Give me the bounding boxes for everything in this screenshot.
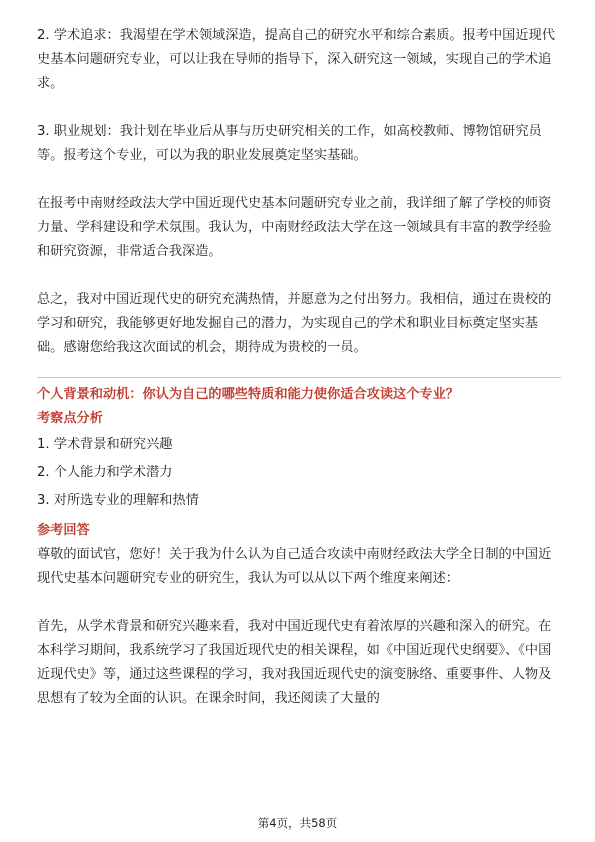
paragraph-academic-pursuit: 2. 学术追求：我渴望在学术领域深造，提高自己的研究水平和综合素质。报考中国近现代史基本问题研究专业，可以让我在导师的指导下，深入研究这一领域，实现自己的学术追求。 (37, 28, 555, 91)
paragraph-conclusion: 总之，我对中国近现代史的研究充满热情，并愿意为之付出努力。我相信，通过在贵校的学习和研究，我能够更好地发掘自己的潜力，为实现自己的学术和职业目标奠定坚实基础。感谢您给我这次面试的机会，期待成为贵校的一员。 (37, 292, 552, 355)
paragraph-career-plan: 3. 职业规划：我计划在毕业后从事与历史研究相关的工作，如高校教师、博物馆研究员等。报考这个专业，可以为我的职业发展奠定坚实基础。 (37, 124, 542, 163)
answer-paragraph-intro: 尊敬的面试官，您好！关于我为什么认为自己适合攻读中南财经政法大学全日制的中国近现代史基本问题研究专业的研究生，我认为可以从以下两个维度来阐述： (37, 547, 552, 586)
analysis-item: 2. 个人能力和学术潜力 (37, 465, 173, 480)
page-content (37, 24, 561, 711)
answer-heading: 参考回答 (37, 523, 90, 538)
analysis-item: 3. 对所选专业的理解和热情 (37, 493, 199, 508)
answer-paragraph-first: 首先，从学术背景和研究兴趣来看，我对中国近现代史有着浓厚的兴趣和深入的研究。在本科学习期间，我系统学习了我国近现代史的相关课程，如《中国近现代史纲要》、《中国近现代史》等，通过这些课程的学习，我对我国近现代史的演变脉络、重要事件、人物及思想有了较为全面的认识。在课余时间，我还阅读了大量的 (37, 619, 552, 706)
analysis-item: 1. 学术背景和研究兴趣 (37, 437, 173, 452)
page-footer: 第4页，共58页 (257, 816, 338, 830)
analysis-heading: 考察点分析 (37, 411, 103, 426)
question-heading: 个人背景和动机：你认为自己的哪些特质和能力使你适合攻读这个专业？ (37, 387, 459, 402)
paragraph-school-research: 在报考中南财经政法大学中国近现代史基本问题研究专业之前，我详细了解了学校的师资力量、学科建设和学术氛围。我认为，中南财经政法大学在这一领域具有丰富的教学经验和研究资源，非常适合我深造。 (37, 196, 552, 259)
section-divider (37, 377, 561, 378)
